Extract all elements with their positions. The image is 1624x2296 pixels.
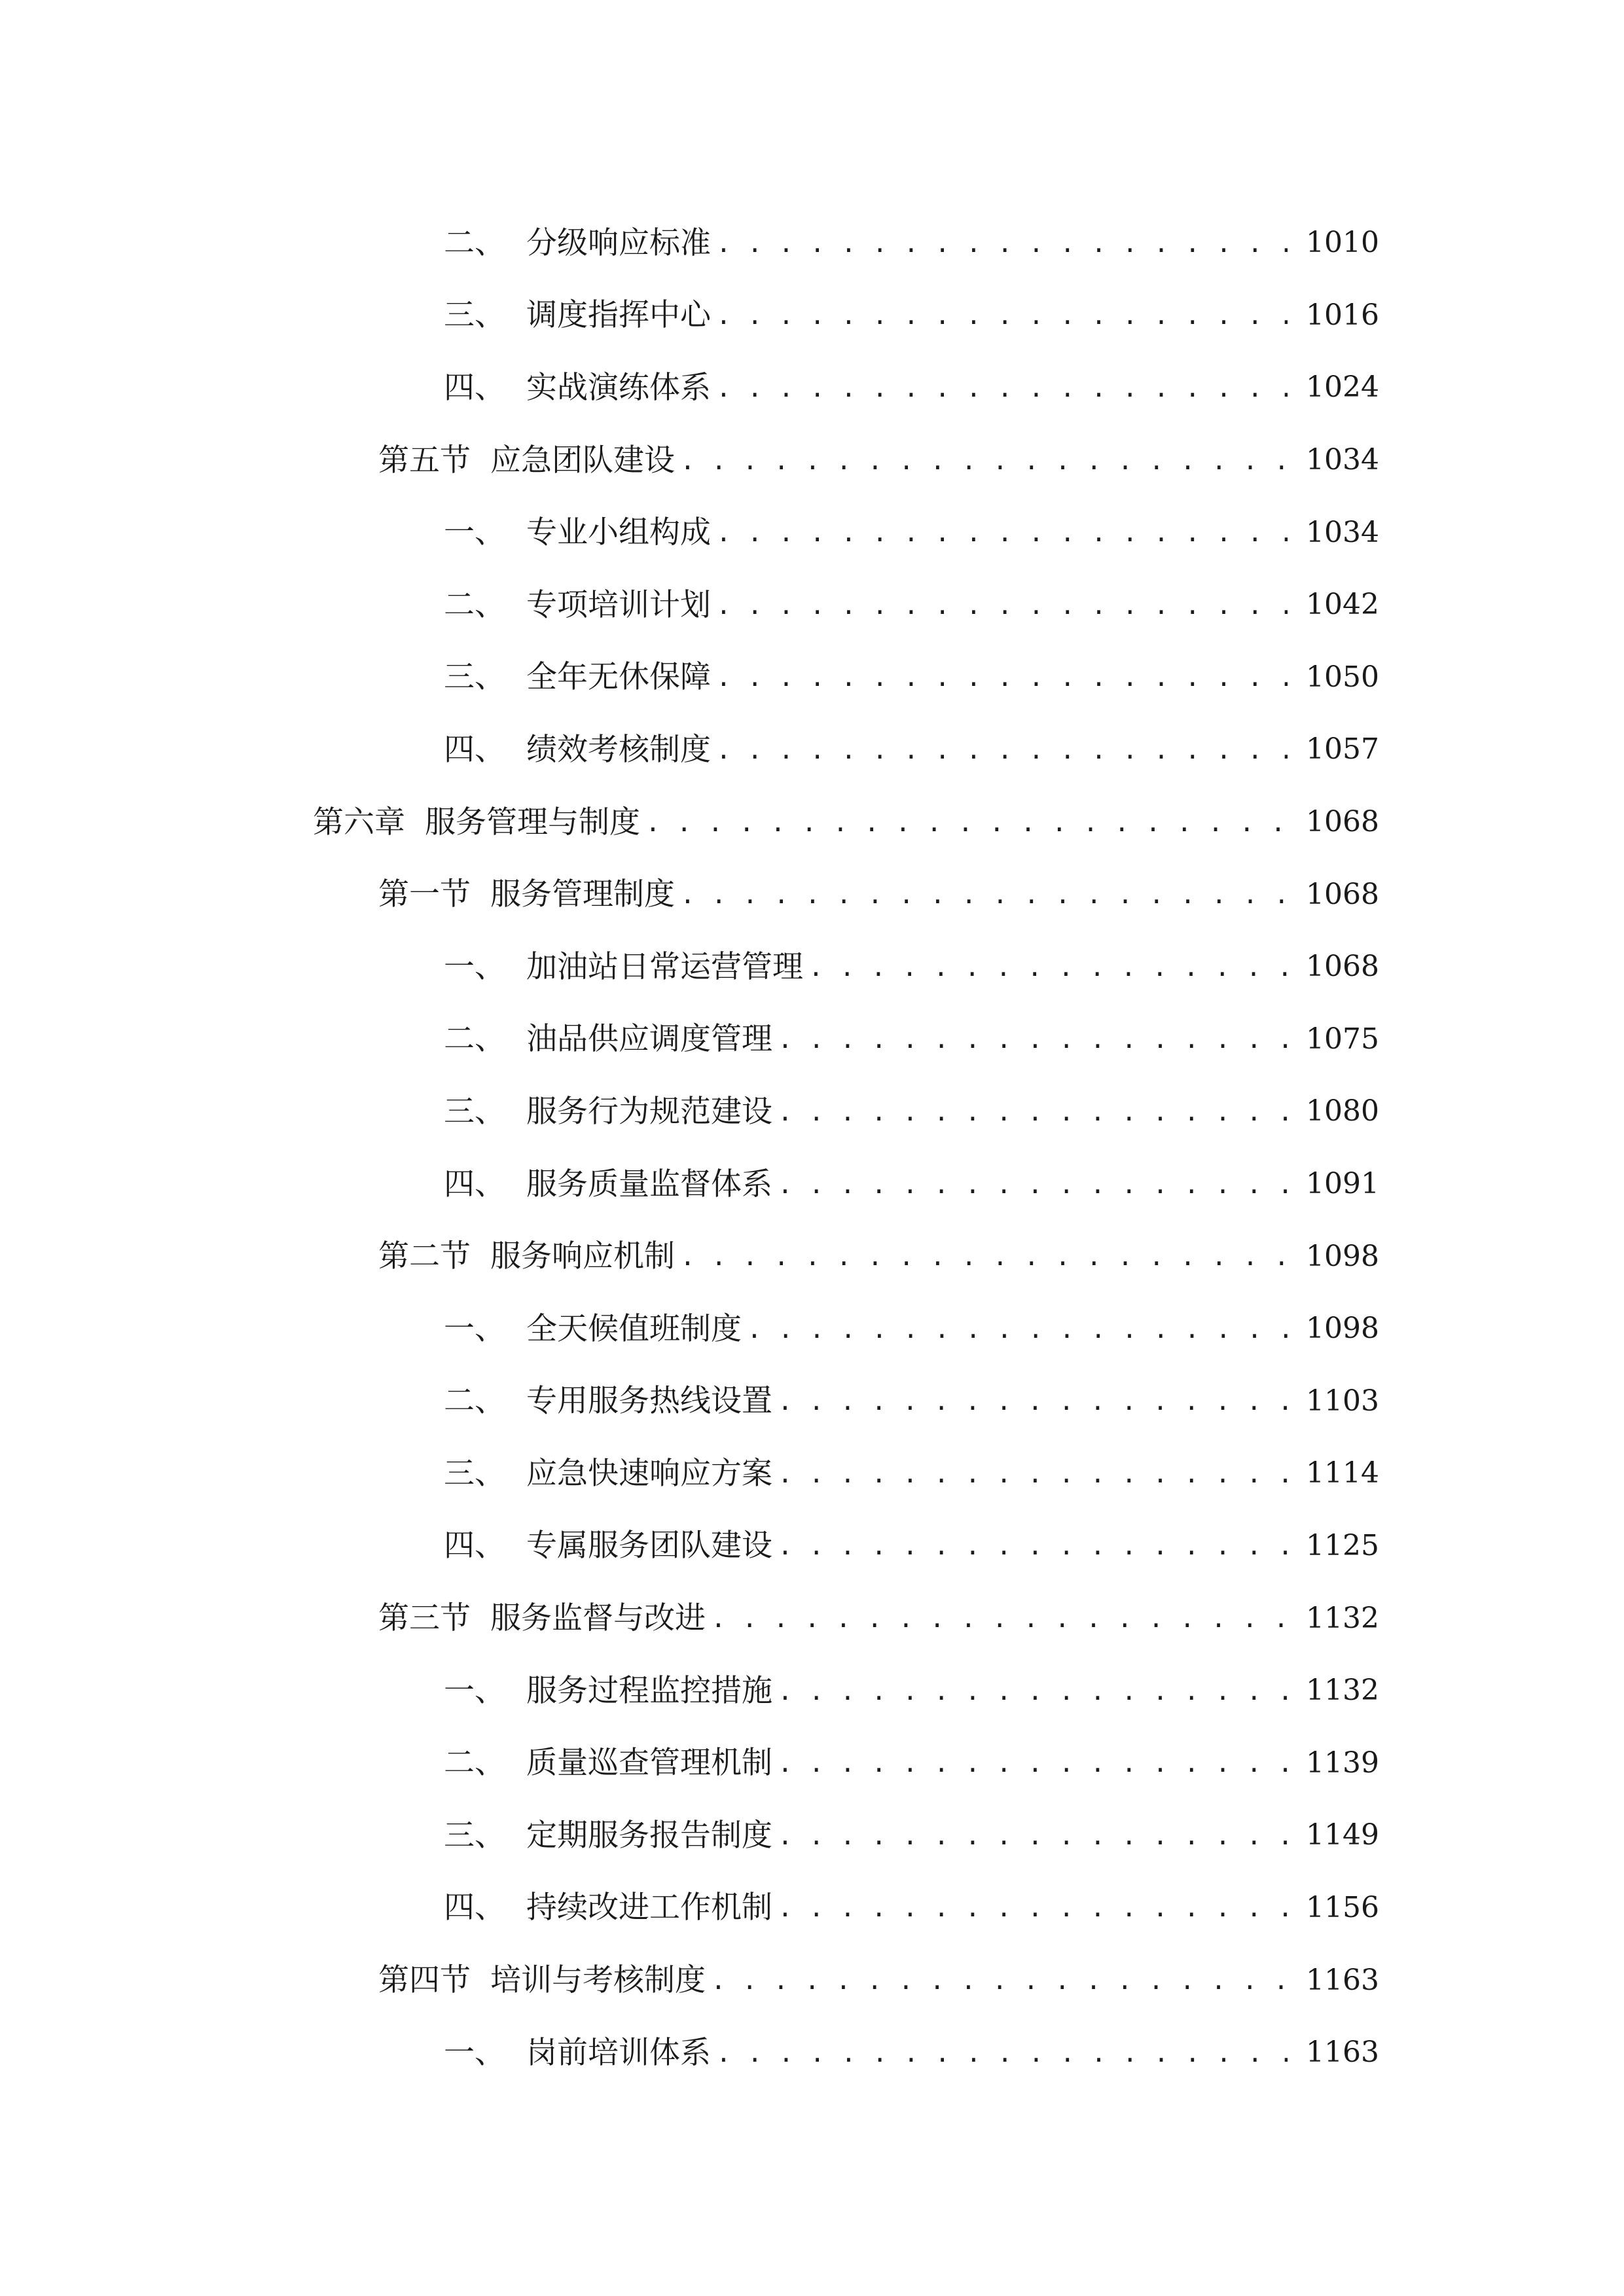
toc-entry-title: 专属服务团队建设 <box>526 1528 772 1564</box>
toc-entry-title: 油品供应调度管理 <box>526 1021 772 1058</box>
toc-entry-number: 一、 <box>444 948 505 985</box>
toc-entry-title: 全天候值班制度 <box>526 1310 742 1347</box>
toc-entry[interactable] <box>0 1799 1624 1872</box>
dot-leader <box>778 1458 1288 1489</box>
toc-entry[interactable] <box>0 351 1624 424</box>
toc-entry-number: 第六章 <box>313 804 405 840</box>
toc-entry-page-number: 1163 <box>1306 2036 1379 2070</box>
toc-entry-title: 绩效考核制度 <box>526 731 711 768</box>
dot-leader <box>778 1096 1288 1127</box>
dot-leader <box>778 1820 1288 1851</box>
toc-entry-number: 三、 <box>444 659 505 696</box>
toc-entry-page-number: 1068 <box>1306 805 1379 839</box>
toc-entry-page-number: 1080 <box>1306 1094 1379 1128</box>
toc-entry[interactable] <box>0 641 1624 714</box>
toc-entry-page-number: 1098 <box>1306 1312 1379 1346</box>
toc-entry-page-number: 1091 <box>1306 1167 1379 1201</box>
dot-leader <box>716 662 1288 692</box>
toc-entry-page-number: 1103 <box>1306 1384 1379 1418</box>
dot-leader <box>680 1241 1288 1272</box>
toc-entry-title: 服务质量监督体系 <box>526 1166 772 1202</box>
toc-entry[interactable] <box>0 424 1624 497</box>
toc-entry-page-number: 1010 <box>1306 226 1379 260</box>
toc-entry[interactable] <box>0 279 1624 352</box>
toc-entry-page-number: 1068 <box>1306 877 1379 911</box>
toc-entry-page-number: 1050 <box>1306 660 1379 694</box>
toc-entry[interactable] <box>0 1510 1624 1583</box>
toc-entry-title: 调度指挥中心 <box>526 297 711 334</box>
toc-entry[interactable] <box>0 1872 1624 1945</box>
toc-entry-number: 三、 <box>444 1817 505 1854</box>
toc-entry-number: 四、 <box>444 369 505 406</box>
toc-entry-title: 全年无休保障 <box>526 659 711 696</box>
toc-entry-number: 一、 <box>444 2034 505 2071</box>
toc-entry-page-number: 1125 <box>1306 1528 1379 1562</box>
dot-leader <box>716 734 1288 765</box>
toc-entry[interactable] <box>0 2017 1624 2089</box>
toc-entry-page-number: 1075 <box>1306 1022 1379 1056</box>
toc-entry-number: 一、 <box>444 1310 505 1347</box>
toc-entry[interactable] <box>0 1293 1624 1365</box>
toc-entry-page-number: 1016 <box>1306 298 1379 332</box>
toc-entry[interactable] <box>0 1582 1624 1655</box>
toc-entry[interactable] <box>0 1655 1624 1727</box>
toc-entry-title: 服务响应机制 <box>490 1238 675 1275</box>
toc-entry-number: 二、 <box>444 1383 505 1420</box>
toc-entry-title: 培训与考核制度 <box>490 1962 706 1999</box>
toc-entry[interactable] <box>0 1727 1624 1799</box>
toc-entry-page-number: 1132 <box>1306 1674 1379 1708</box>
toc-entry-title: 实战演练体系 <box>526 369 711 406</box>
toc-entry[interactable] <box>0 496 1624 569</box>
dot-leader <box>680 445 1288 476</box>
toc-entry-number: 三、 <box>444 1093 505 1130</box>
toc-entry-page-number: 1139 <box>1306 1746 1379 1780</box>
toc-entry[interactable] <box>0 1365 1624 1438</box>
toc-entry[interactable] <box>0 786 1624 859</box>
toc-entry[interactable] <box>0 858 1624 931</box>
table-of-contents <box>0 207 1624 2089</box>
toc-entry-title: 分级响应标准 <box>526 224 711 261</box>
dot-leader <box>716 228 1288 259</box>
toc-entry-number: 四、 <box>444 1528 505 1564</box>
toc-entry-page-number: 1057 <box>1306 732 1379 766</box>
toc-entry-title: 专业小组构成 <box>526 514 711 551</box>
dot-leader <box>716 2037 1288 2068</box>
toc-entry-number: 第三节 <box>378 1600 471 1637</box>
toc-entry-title: 服务管理制度 <box>490 876 675 913</box>
dot-leader <box>645 807 1288 838</box>
toc-entry-number: 二、 <box>444 1745 505 1782</box>
toc-entry-number: 四、 <box>444 1166 505 1202</box>
toc-entry-title: 服务过程监控措施 <box>526 1672 772 1709</box>
toc-entry-page-number: 1114 <box>1306 1456 1379 1490</box>
toc-entry-title: 服务行为规范建设 <box>526 1093 772 1130</box>
dot-leader <box>778 1024 1288 1054</box>
dot-leader <box>778 1748 1288 1778</box>
dot-leader <box>711 1965 1288 1996</box>
dot-leader <box>778 1386 1288 1416</box>
dot-leader <box>716 590 1288 620</box>
toc-entry[interactable] <box>0 1075 1624 1148</box>
toc-entry[interactable] <box>0 931 1624 1003</box>
toc-entry[interactable] <box>0 569 1624 641</box>
dot-leader <box>680 879 1288 910</box>
toc-entry-title: 质量巡查管理机制 <box>526 1745 772 1782</box>
toc-entry-title: 应急快速响应方案 <box>526 1455 772 1492</box>
toc-entry-number: 第四节 <box>378 1962 471 1999</box>
toc-entry-number: 第五节 <box>378 442 471 478</box>
toc-entry-page-number: 1068 <box>1306 950 1379 984</box>
dot-leader <box>711 1603 1288 1634</box>
toc-entry-number: 四、 <box>444 1890 505 1926</box>
toc-entry-title: 岗前培训体系 <box>526 2034 711 2071</box>
toc-entry-title: 服务监督与改进 <box>490 1600 706 1637</box>
dot-leader <box>716 372 1288 403</box>
toc-entry[interactable] <box>0 1220 1624 1293</box>
toc-entry-page-number: 1034 <box>1306 443 1379 477</box>
dot-leader <box>747 1314 1288 1344</box>
toc-entry-title: 专用服务热线设置 <box>526 1383 772 1420</box>
toc-entry-page-number: 1024 <box>1306 370 1379 404</box>
toc-entry-number: 二、 <box>444 1021 505 1058</box>
toc-entry-page-number: 1098 <box>1306 1239 1379 1273</box>
toc-entry-page-number: 1163 <box>1306 1963 1379 1997</box>
toc-entry-title: 定期服务报告制度 <box>526 1817 772 1854</box>
toc-entry-title: 持续改进工作机制 <box>526 1890 772 1926</box>
toc-entry-page-number: 1034 <box>1306 515 1379 549</box>
toc-entry-title: 专项培训计划 <box>526 586 711 623</box>
toc-entry[interactable] <box>0 1944 1624 2017</box>
dot-leader <box>778 1892 1288 1923</box>
toc-entry-number: 二、 <box>444 586 505 623</box>
toc-entry-number: 四、 <box>444 731 505 768</box>
toc-entry-number: 第一节 <box>378 876 471 913</box>
dot-leader <box>716 517 1288 548</box>
toc-entry[interactable] <box>0 1003 1624 1076</box>
toc-entry-title: 加油站日常运营管理 <box>526 948 803 985</box>
toc-entry-number: 第二节 <box>378 1238 471 1275</box>
toc-entry-page-number: 1149 <box>1306 1818 1379 1852</box>
toc-entry-number: 三、 <box>444 1455 505 1492</box>
toc-entry[interactable] <box>0 1148 1624 1221</box>
toc-entry-page-number: 1132 <box>1306 1601 1379 1635</box>
dot-leader <box>778 1676 1288 1706</box>
toc-entry[interactable] <box>0 207 1624 279</box>
toc-entry-title: 应急团队建设 <box>490 442 675 478</box>
toc-entry-number: 三、 <box>444 297 505 334</box>
toc-entry-number: 一、 <box>444 514 505 551</box>
toc-entry[interactable] <box>0 1437 1624 1510</box>
dot-leader <box>778 1530 1288 1561</box>
dot-leader <box>808 952 1288 982</box>
dot-leader <box>716 300 1288 331</box>
toc-entry-title: 服务管理与制度 <box>425 804 640 840</box>
toc-entry[interactable] <box>0 713 1624 786</box>
toc-entry-page-number: 1156 <box>1306 1890 1379 1924</box>
dot-leader <box>778 1169 1288 1200</box>
toc-entry-page-number: 1042 <box>1306 588 1379 622</box>
toc-entry-number: 二、 <box>444 224 505 261</box>
toc-entry-number: 一、 <box>444 1672 505 1709</box>
